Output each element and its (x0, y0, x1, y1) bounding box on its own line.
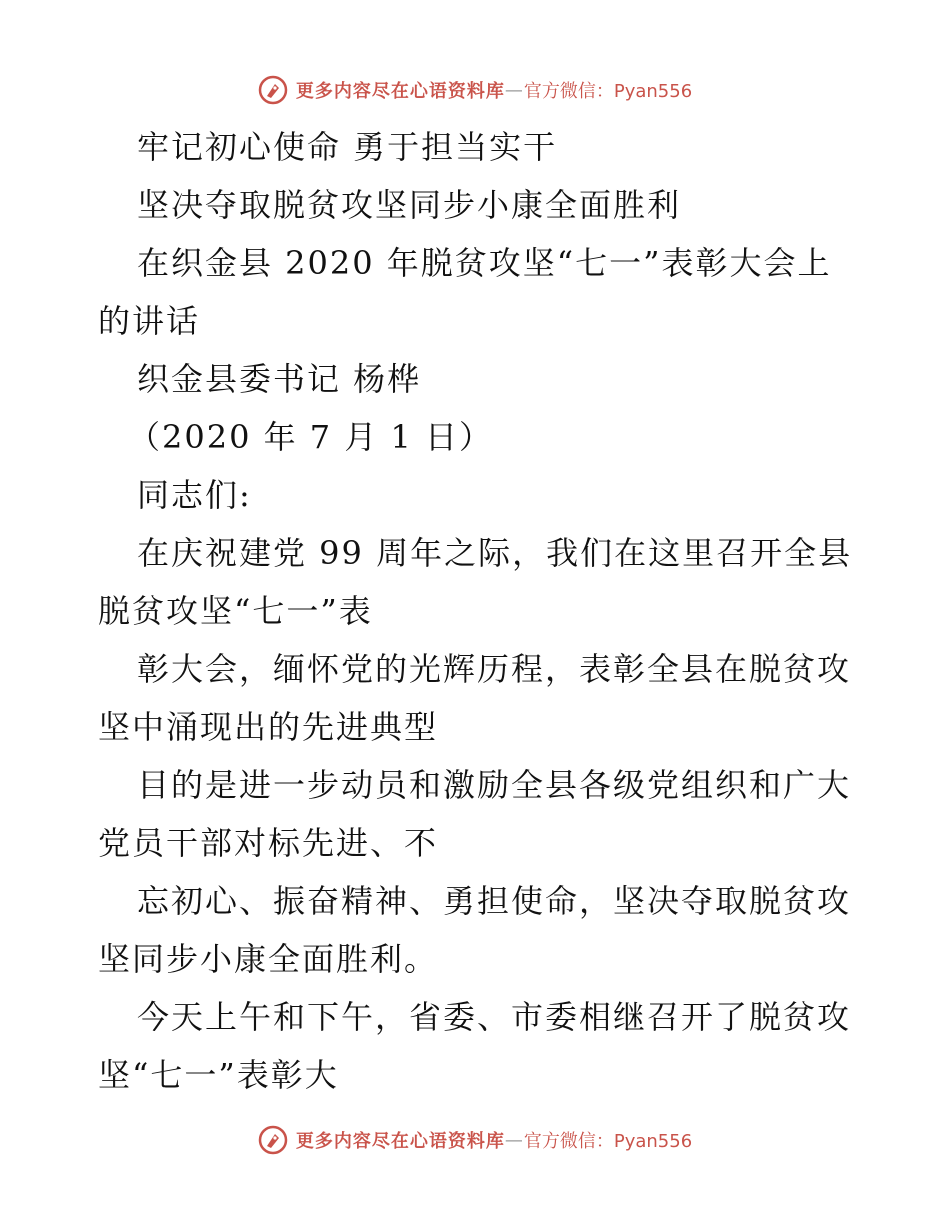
doc-paragraph-line: 脱贫攻坚“七一”表 (98, 592, 373, 630)
banner-text: 更多内容尽在心语资料库 (295, 1131, 505, 1152)
doc-paragraph-line: 目的是进一步动员和激励全县各级党组织和广大 (137, 766, 852, 804)
doc-title-line-1: 牢记初心使命 勇于担当实干 (137, 128, 558, 166)
doc-paragraph-line: 今天上午和下午，省委、市委相继召开了脱贫攻 (137, 998, 852, 1036)
doc-author: 织金县委书记 杨桦 (137, 360, 422, 398)
banner-dash: — (504, 1129, 524, 1151)
doc-subtitle-line-1: 在织金县 2020 年脱贫攻坚“七一”表彰大会上 (137, 244, 832, 282)
header-banner (0, 70, 950, 110)
doc-paragraph-line: 坚中涌现出的先进典型 (98, 708, 439, 746)
doc-paragraph-line: 坚“七一”表彰大 (98, 1056, 339, 1094)
doc-paragraph-line: 彰大会，缅怀党的光辉历程，表彰全县在脱贫攻 (137, 650, 852, 688)
doc-paragraph-line: 忘初心、振奋精神、勇担使命，坚决夺取脱贫攻 (137, 882, 852, 920)
pen-nib-logo-icon (258, 1125, 288, 1155)
doc-subtitle-line-2: 的讲话 (98, 302, 201, 340)
pen-nib-logo-icon (258, 75, 288, 105)
doc-paragraph-line: 坚同步小康全面胜利。 (98, 940, 439, 978)
banner-dash: — (504, 79, 524, 101)
doc-title-line-2: 坚决夺取脱贫攻坚同步小康全面胜利 (137, 186, 682, 224)
banner-wechat: 官方微信：Pyan556 (523, 1131, 693, 1152)
footer-banner (0, 1120, 950, 1160)
doc-paragraph-line: 党员干部对标先进、不 (98, 824, 439, 862)
doc-paragraph-line: 在庆祝建党 99 周年之际，我们在这里召开全县 (137, 534, 853, 572)
document-body (98, 118, 858, 1104)
banner-wechat: 官方微信：Pyan556 (523, 81, 693, 102)
doc-date: （2020 年 7 月 1 日） (128, 418, 494, 456)
banner-text: 更多内容尽在心语资料库 (295, 81, 505, 102)
doc-salutation: 同志们: (137, 476, 252, 514)
